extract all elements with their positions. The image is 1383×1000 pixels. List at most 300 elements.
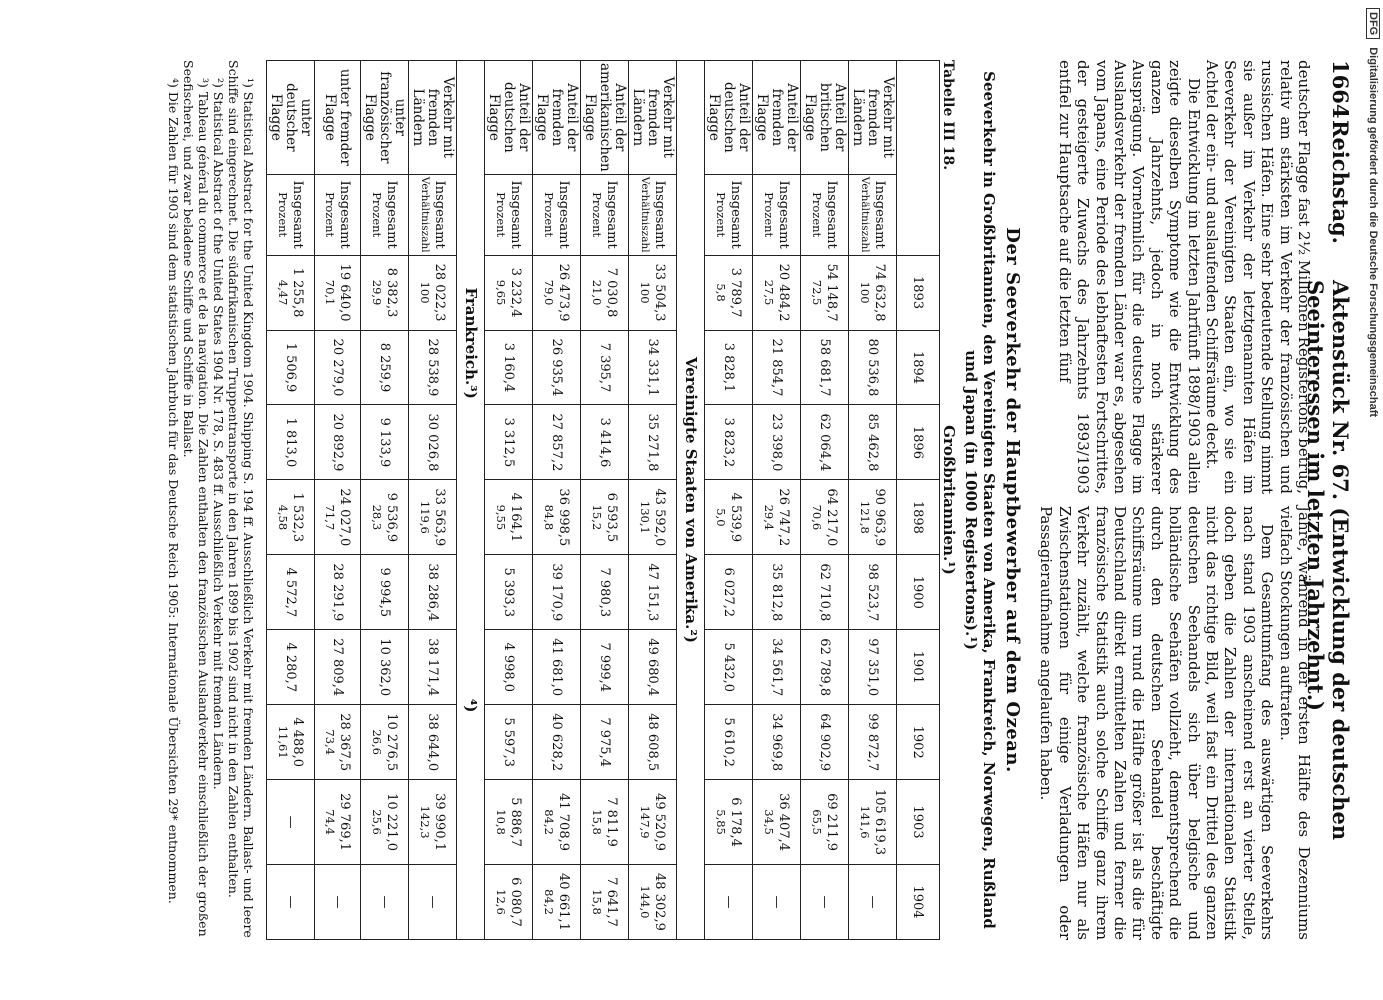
row-type-sub: Prozent xyxy=(276,192,291,238)
table-cell xyxy=(848,555,896,630)
row-type-sub: Prozent xyxy=(762,192,777,238)
row-type-main: Insgesamt xyxy=(872,180,888,249)
table-cell xyxy=(848,780,896,865)
row-type-main: Insgesamt xyxy=(604,180,620,249)
table-cell xyxy=(360,630,408,705)
row-type-main: Insgesamt xyxy=(728,180,744,249)
table-cell xyxy=(266,780,314,865)
cell-value: 38 171,4 xyxy=(424,638,440,697)
cell-value: — xyxy=(864,895,880,909)
cell-value: 9 133,9 xyxy=(376,417,392,468)
cell-value: 35 812,8 xyxy=(768,563,784,622)
table-cell xyxy=(484,330,532,405)
table-cell xyxy=(408,330,456,405)
table-cell xyxy=(800,780,848,865)
table-cell xyxy=(266,555,314,630)
footnote: ⁴) Die Zahlen für 1903 sind dem statistischen Jahrbuch für das Deutsche Reich 1905: Internationale Übersichten 29* entnommen. xyxy=(165,78,181,904)
fr-table-body xyxy=(266,61,456,940)
table-cell xyxy=(752,405,800,480)
row-type-sub: Verhältniszahl xyxy=(639,176,652,253)
cell-subvalue: 72,5 xyxy=(810,279,825,306)
table-cell xyxy=(580,480,628,555)
cell-value: 5 610,2 xyxy=(720,717,736,767)
table-cell xyxy=(314,630,360,705)
row-type-sub: Prozent xyxy=(810,192,825,238)
row-type xyxy=(314,174,360,255)
table-cell xyxy=(266,864,314,939)
cell-value: 62 064,4 xyxy=(816,413,832,472)
row-category: Verkehr mit fremden Ländern xyxy=(408,61,456,175)
table-cell xyxy=(580,330,628,405)
table-cell xyxy=(360,480,408,555)
cell-value: 1 813,0 xyxy=(282,417,298,468)
table-cell xyxy=(704,480,752,555)
cell-value: 3 789,7 xyxy=(728,267,744,318)
row-category: Anteil der fremden Flagge xyxy=(752,61,800,175)
section-subheading: Seeverkehr in Großbritannien, den Vereinigten Staaten von Amerika, Frankreich, Norwegen, Rußland und Japan (in 1000 Registertons).¹) xyxy=(961,71,998,929)
row-category: Verkehr mit fremden Ländern xyxy=(848,61,896,175)
page-header xyxy=(1303,60,1353,940)
cell-subvalue: 100 xyxy=(418,281,433,304)
cell-subvalue: 100 xyxy=(858,281,873,304)
cell-subvalue: 65,5 xyxy=(810,809,825,835)
cell-value: 26 747,2 xyxy=(776,488,792,547)
cell-value: 4 488,0 xyxy=(290,717,306,767)
table-cell xyxy=(628,705,676,780)
table-cell xyxy=(580,630,628,705)
table-cell xyxy=(266,480,314,555)
cell-value: 20 279,0 xyxy=(329,338,345,397)
table-cell xyxy=(484,864,532,939)
row-type-main: Insgesamt xyxy=(556,180,572,249)
year-header: 1898 xyxy=(896,480,939,555)
year-header: 1901 xyxy=(896,630,939,705)
cell-subvalue: 15,8 xyxy=(590,809,605,835)
table-cell xyxy=(628,405,676,480)
country-heading-uk: Großbritannien.¹) xyxy=(939,425,958,575)
cell-subvalue: 28,3 xyxy=(370,504,385,531)
page-title: Aktenstück Nr. 67. (Entwicklung der deutschen Seeinteressen im letzten Jahrzehnt.) xyxy=(1303,280,1353,841)
cell-value: 24 027,0 xyxy=(337,488,353,547)
cell-value: 33 563,9 xyxy=(432,488,448,547)
table-cell xyxy=(532,864,580,939)
cell-value: 62 710,8 xyxy=(816,563,832,622)
table-row xyxy=(408,61,456,940)
running-title: Reichstag. xyxy=(1328,120,1353,244)
cell-value: 30 026,8 xyxy=(424,413,440,472)
row-type-sub: Prozent xyxy=(323,192,338,238)
cell-value: 38 286,4 xyxy=(424,563,440,622)
cell-value: 38 644,0 xyxy=(424,713,440,772)
cell-value: 43 592,0 xyxy=(652,488,668,547)
cell-subvalue: 29,9 xyxy=(370,279,385,306)
cell-value: 3 828,1 xyxy=(720,342,736,393)
footnote-marker: ⁴) xyxy=(461,698,480,713)
table-cell xyxy=(752,780,800,865)
cell-value: 7 811,9 xyxy=(604,797,620,847)
cell-value: 19 640,0 xyxy=(337,263,353,322)
table-cell xyxy=(752,480,800,555)
cell-value: — xyxy=(376,895,392,909)
cell-value: 58 681,7 xyxy=(816,338,832,397)
cell-subvalue: 11,61 xyxy=(276,725,291,759)
row-category: Anteil der fremden Flagge xyxy=(532,61,580,175)
cell-value: 28 538,9 xyxy=(424,338,440,397)
cell-subvalue: 84,2 xyxy=(542,809,557,835)
cell-subvalue: 5,8 xyxy=(714,283,729,302)
table-cell xyxy=(848,864,896,939)
table-cell xyxy=(628,330,676,405)
table-row xyxy=(752,61,800,940)
cell-value: 9 994,5 xyxy=(376,567,392,618)
digitization-text: Digitalisierung gefördert durch die Deutsche Forschungsgemeinschaft xyxy=(1367,47,1379,418)
cell-subvalue: 141,6 xyxy=(858,805,873,839)
cell-value: 1 532,3 xyxy=(290,492,306,543)
table-cell xyxy=(408,480,456,555)
cell-value: 7 980,3 xyxy=(596,567,612,618)
table-row xyxy=(266,61,314,940)
cell-value: 98 523,7 xyxy=(864,563,880,622)
table-cell xyxy=(628,555,676,630)
table-cell xyxy=(484,705,532,780)
table-cell xyxy=(408,555,456,630)
row-type-main: Insgesamt xyxy=(508,180,524,249)
cell-subvalue: 4,58 xyxy=(276,504,291,531)
cell-value: 3 414,6 xyxy=(596,417,612,468)
cell-value: 21 854,7 xyxy=(768,338,784,397)
table-cell xyxy=(580,780,628,865)
cell-value: 35 271,8 xyxy=(644,413,660,472)
table-cell xyxy=(314,480,360,555)
table-cell xyxy=(408,630,456,705)
row-type-sub: Prozent xyxy=(494,192,509,238)
digitization-note xyxy=(1367,8,1379,417)
table-cell xyxy=(314,255,360,330)
cell-value: 26 473,9 xyxy=(556,263,572,322)
cell-value: 7 395,7 xyxy=(596,342,612,393)
cell-value: 40 661,1 xyxy=(556,873,572,931)
cell-value: 29 769,1 xyxy=(337,793,353,851)
table-cell xyxy=(360,330,408,405)
row-type-main: Insgesamt xyxy=(776,180,792,249)
cell-value: 7 030,8 xyxy=(604,267,620,318)
cell-value: 97 351,0 xyxy=(864,638,880,697)
cell-value: 48 302,9 xyxy=(652,873,668,931)
table-cell xyxy=(484,255,532,330)
cell-value: 1 506,9 xyxy=(282,342,298,393)
row-category: Verkehr mit fremden Ländern xyxy=(628,61,676,175)
table-row xyxy=(314,61,360,940)
row-type-main: Insgesamt xyxy=(652,180,668,249)
cell-value: 3 160,4 xyxy=(500,342,516,393)
paragraph: Dem Gesamtumfang des auswärtigen Seeverkehrs nach stand 1903 anscheinend erst an vierter Stelle, doch geben die Zahlen der internationalen Statistik nicht das richtige Bild, weil fast ein Drittel des ganzen deutschen Seehandels sich über belgische und holländische Seehäfen vollzieht, dementsprechend die durch den deutschen Seehandel beschäftigte Schiffsräume um rund die Hälfte größer ist als die für Deutschland direkt ermittelten Zahlen und ferner die französische Statistik auch solche Schiffe ganz ihrem Verkehr zuzählt, welche französische Häfen nur als Zwischenstationen für einige Verladungen oder Passagieraufnahme angelaufen haben. xyxy=(1037,506,1277,940)
table-cell xyxy=(360,405,408,480)
table-cell xyxy=(848,405,896,480)
cell-value: 23 398,0 xyxy=(768,413,784,472)
year-header: 1902 xyxy=(896,705,939,780)
cell-subvalue: 4,47 xyxy=(276,279,291,306)
uk-table-body xyxy=(704,61,896,940)
cell-value: 105 619,3 xyxy=(872,788,888,856)
cell-value: 54 148,7 xyxy=(824,263,840,322)
table-cell xyxy=(752,555,800,630)
year-header: 1904 xyxy=(896,864,939,939)
section-heading: Der Seeverkehr der Hauptbewerber auf dem Ozean. xyxy=(1001,227,1023,773)
table-cell xyxy=(266,330,314,405)
cell-subvalue: 5,0 xyxy=(714,508,729,527)
cell-value: 27 857,2 xyxy=(548,413,564,472)
table-cell xyxy=(800,630,848,705)
table-row xyxy=(532,61,580,940)
table-cell xyxy=(628,255,676,330)
cell-value: 20 892,9 xyxy=(329,413,345,472)
text-column-left xyxy=(1037,60,1313,494)
table-cell xyxy=(580,864,628,939)
table-cell xyxy=(360,864,408,939)
table-cell xyxy=(408,405,456,480)
table-cell xyxy=(704,864,752,939)
cell-subvalue: 73,4 xyxy=(323,729,338,755)
table-cell xyxy=(704,780,752,865)
table-cell xyxy=(752,255,800,330)
row-category: Anteil der deutschen Flagge xyxy=(484,61,532,175)
table-cell xyxy=(800,555,848,630)
cell-subvalue: 70,6 xyxy=(810,504,825,531)
table-header-row xyxy=(896,61,939,940)
cell-value: 20 484,2 xyxy=(776,263,792,322)
table-row xyxy=(848,61,896,940)
table-cell xyxy=(704,255,752,330)
cell-value: — xyxy=(768,895,784,909)
paragraph: Jahre, während in der ersten Hälfte des Dezenniums vielfach Stockungen auftraten. xyxy=(1276,506,1313,940)
cell-value: 6 593,5 xyxy=(604,492,620,543)
cell-value: 4 164,1 xyxy=(508,492,524,543)
statistics-table xyxy=(266,60,940,940)
digitization-strip xyxy=(1363,8,1383,878)
cell-value: 99 872,7 xyxy=(864,713,880,772)
footnote: ¹) Statistical Abstract for the United Kingdom 1904. Shipping S. 194 ff. Ausschließlich Verkehr mit fremden Ländern. Ballast- und leere Schiffe sind eingerechnet. Die südafrikanischen Truppentransporte in den Jahren 1899 bis 1902 sind nicht in den Zahlen enthalten. xyxy=(225,60,256,938)
table-cell xyxy=(484,555,532,630)
cell-value: 40 628,2 xyxy=(548,713,564,772)
cell-value: 47 151,3 xyxy=(644,563,660,622)
table-cell xyxy=(752,330,800,405)
cell-subvalue: 147,9 xyxy=(638,805,653,839)
cell-value: 3 232,4 xyxy=(508,267,524,318)
cell-value: 90 963,9 xyxy=(872,488,888,547)
cell-value: 26 935,4 xyxy=(548,338,564,397)
year-header: 1900 xyxy=(896,555,939,630)
row-type xyxy=(800,174,848,255)
paragraph: Die Entwicklung im letzten Jahrfünft 1898/1903 allein zeigte dieselben Symptome wie die Entwicklung des ganzen Jahrzehnts, jedoch in noch stärkerer Ausprägung. Vornehmlich für die deutsche Flagge im Auslandsverkehr der fremden Länder war es, abgesehen vom Japans, eine Periode des lebhaftesten Fortschrittes, der gesteigerte Zuwachs des Jahrzehnts 1893/1903 entfiel zur Hauptsache auf die letzten fünf xyxy=(1055,60,1203,494)
table-cell xyxy=(532,555,580,630)
table-cell xyxy=(752,864,800,939)
cell-value: 39 170,9 xyxy=(548,563,564,622)
cell-value: 34 331,1 xyxy=(644,338,660,397)
cell-value: 4 572,7 xyxy=(282,567,298,618)
cell-value: 8 382,3 xyxy=(384,267,400,318)
table-cell xyxy=(532,405,580,480)
row-type-sub: Prozent xyxy=(714,192,729,238)
year-header: 1893 xyxy=(896,255,939,330)
table-cell xyxy=(532,705,580,780)
table-cell xyxy=(314,330,360,405)
table-cell xyxy=(848,630,896,705)
row-category: Anteil der amerikanischen Flagge xyxy=(580,61,628,175)
row-type-sub: Prozent xyxy=(370,192,385,238)
table-cell xyxy=(848,255,896,330)
row-type xyxy=(408,174,456,255)
table-cell xyxy=(408,255,456,330)
cell-subvalue: 10,8 xyxy=(494,809,509,835)
table-cell xyxy=(704,630,752,705)
cell-value: 41 681,0 xyxy=(548,638,564,697)
cell-value: 5 597,3 xyxy=(500,717,516,767)
table-cell xyxy=(408,864,456,939)
cell-subvalue: 29,4 xyxy=(762,504,777,531)
row-type xyxy=(484,174,532,255)
table-row xyxy=(800,61,848,940)
cell-subvalue: 15,8 xyxy=(590,889,605,915)
table-row xyxy=(580,61,628,940)
table-cell xyxy=(800,480,848,555)
cell-value: 33 504,3 xyxy=(652,263,668,322)
cell-value: — xyxy=(282,895,298,909)
table-cell xyxy=(266,405,314,480)
table-cell xyxy=(266,255,314,330)
cell-value: — xyxy=(424,895,440,909)
dfg-logo: DFG xyxy=(1366,8,1380,39)
cell-value: 3 823,2 xyxy=(720,417,736,468)
header-blank xyxy=(896,61,939,256)
cell-value: 10 362,0 xyxy=(376,638,392,697)
cell-subvalue: 84,2 xyxy=(542,889,557,915)
year-header: 1894 xyxy=(896,330,939,405)
table-cell xyxy=(800,705,848,780)
cell-value: — xyxy=(720,895,736,909)
row-type-sub: Verhältniszahl xyxy=(859,176,872,253)
cell-value: — xyxy=(282,815,298,829)
row-type xyxy=(266,174,314,255)
cell-value: 4 539,9 xyxy=(728,492,744,543)
row-category: unter fremder Flagge xyxy=(314,61,360,175)
cell-value: 10 276,5 xyxy=(384,713,400,772)
cell-subvalue: 9,65 xyxy=(494,279,509,306)
cell-subvalue: 27,5 xyxy=(762,279,777,306)
row-type xyxy=(532,174,580,255)
cell-value: 69 211,9 xyxy=(824,793,840,851)
table-label: Tabelle III 18. xyxy=(939,60,956,171)
us-table-body xyxy=(484,61,676,940)
table-cell xyxy=(314,780,360,865)
cell-value: 7 999,4 xyxy=(596,642,612,693)
cell-value: 74 632,8 xyxy=(872,263,888,322)
cell-subvalue: 121,8 xyxy=(858,500,873,534)
cell-subvalue: 71,7 xyxy=(323,504,338,531)
cell-subvalue: 12,6 xyxy=(494,889,509,915)
cell-subvalue: 144,0 xyxy=(638,885,653,919)
table-cell xyxy=(628,780,676,865)
table-cell xyxy=(532,480,580,555)
cell-value: 3 312,5 xyxy=(500,417,516,468)
cell-value: 64 902,9 xyxy=(816,713,832,772)
cell-value: 64 217,0 xyxy=(824,488,840,547)
row-type xyxy=(704,174,752,255)
cell-subvalue: 119,6 xyxy=(418,500,433,534)
table-cell xyxy=(628,480,676,555)
cell-subvalue: 70,1 xyxy=(323,279,338,306)
row-type-sub: Prozent xyxy=(590,192,605,238)
footnotes xyxy=(166,60,256,940)
table-cell xyxy=(360,780,408,865)
table-cell xyxy=(360,255,408,330)
table-cell xyxy=(848,705,896,780)
table-cell xyxy=(580,705,628,780)
cell-subvalue: 84,8 xyxy=(542,504,557,531)
body-text xyxy=(1037,60,1313,940)
table-cell xyxy=(314,405,360,480)
cell-value: 7 975,4 xyxy=(596,717,612,767)
table-cell xyxy=(580,555,628,630)
cell-value: 6 178,4 xyxy=(728,797,744,847)
table-cell xyxy=(532,780,580,865)
table-cell xyxy=(314,555,360,630)
cell-value: 28 367,5 xyxy=(337,713,353,772)
cell-subvalue: 5,85 xyxy=(714,809,729,835)
table-cell xyxy=(628,864,676,939)
row-type xyxy=(848,174,896,255)
table-cell xyxy=(532,630,580,705)
cell-value: 36 998,5 xyxy=(556,488,572,547)
table-row xyxy=(484,61,532,940)
row-type-sub: Prozent xyxy=(542,192,557,238)
table-cell xyxy=(800,255,848,330)
country-title: Frankreich.³) xyxy=(461,287,480,399)
table-cell xyxy=(314,864,360,939)
row-type xyxy=(580,174,628,255)
table-cell xyxy=(752,705,800,780)
cell-value: 49 520,9 xyxy=(652,793,668,851)
cell-value: 39 990,1 xyxy=(432,793,448,851)
cell-subvalue: 100 xyxy=(638,281,653,304)
table-cell xyxy=(484,780,532,865)
table-cell xyxy=(704,330,752,405)
footnote: ³) Tableau général du commerce et de la navigation. Die Zahlen enthalten den französischen Auslandverkehr einschließlich der großen Seefischerei, und zwar beladene Schiffe und Schiffe in Ballast. xyxy=(180,60,211,937)
table-cell xyxy=(408,780,456,865)
cell-value: 27 809,4 xyxy=(329,638,345,697)
row-type-main: Insgesamt xyxy=(384,180,400,249)
table-cell xyxy=(704,555,752,630)
cell-subvalue: 34,5 xyxy=(762,809,777,835)
country-heading-us: Vereinigte Staaten von Amerika.²) xyxy=(676,61,704,940)
table-cell xyxy=(484,405,532,480)
row-category: Anteil der britischen Flagge xyxy=(800,61,848,175)
cell-subvalue: 9,55 xyxy=(494,504,509,531)
table-cell xyxy=(848,330,896,405)
paragraph: deutscher Flagge fast 2½ Millionen Registertons betrug, relativ am stärksten im Verkehr der französischen und russischen Häfen. Eine sehr bedeutende Stellung nimmt sie außer im Verkehr der letztgenannten Häfen im Seeverkehr der Vereinigten Staaten ein, wo sie ein Achtel der ein- und auslaufenden Schiffsräume deckt. xyxy=(1202,60,1313,494)
cell-subvalue: 130,1 xyxy=(638,500,653,534)
table-cell xyxy=(580,255,628,330)
table-cell xyxy=(484,480,532,555)
cell-value: 8 259,9 xyxy=(376,342,392,393)
row-category: unter deutscher Flagge xyxy=(266,61,314,175)
cell-value: — xyxy=(816,895,832,909)
row-type-sub: Verhältniszahl xyxy=(419,176,432,253)
table-cell xyxy=(408,705,456,780)
cell-value: 6 027,2 xyxy=(720,567,736,618)
table-cell xyxy=(800,405,848,480)
table-cell xyxy=(360,555,408,630)
table-row xyxy=(360,61,408,940)
